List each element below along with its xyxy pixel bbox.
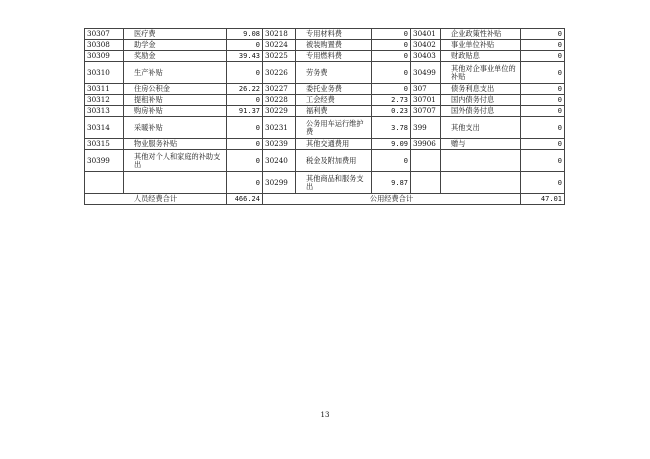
name-cell: 采暖补贴 <box>124 117 227 139</box>
amount-cell: 0 <box>227 62 263 84</box>
table-row <box>85 106 565 117</box>
name-cell: 提租补贴 <box>124 95 227 106</box>
amount-cell: 0 <box>372 84 411 95</box>
amount-cell: 0 <box>372 150 411 172</box>
code-cell: 30229 <box>263 106 296 117</box>
amount-cell: 39.43 <box>227 51 263 62</box>
name-cell <box>441 150 521 172</box>
name-cell: 其他对个人和家庭的补助支出 <box>124 150 227 172</box>
code-cell: 30314 <box>85 117 124 139</box>
table-row <box>85 51 565 62</box>
code-cell <box>85 172 124 194</box>
amount-cell: 0 <box>372 40 411 51</box>
code-cell: 30227 <box>263 84 296 95</box>
amount-cell: 0 <box>521 95 565 106</box>
amount-cell: 0 <box>227 117 263 139</box>
amount-cell: 0.23 <box>372 106 411 117</box>
code-cell <box>411 150 441 172</box>
personnel-total-label: 人员经费合计 <box>85 194 227 205</box>
amount-cell: 9.87 <box>372 172 411 194</box>
code-cell: 30308 <box>85 40 124 51</box>
table-row <box>85 117 565 139</box>
name-cell: 购房补贴 <box>124 106 227 117</box>
name-cell: 物业服务补贴 <box>124 139 227 150</box>
name-cell: 其他交通费用 <box>296 139 372 150</box>
amount-cell: 3.78 <box>372 117 411 139</box>
name-cell: 其他支出 <box>441 117 521 139</box>
amount-cell: 0 <box>521 150 565 172</box>
name-cell: 赠与 <box>441 139 521 150</box>
code-cell: 30401 <box>411 29 441 40</box>
code-cell: 30499 <box>411 62 441 84</box>
code-cell: 30240 <box>263 150 296 172</box>
amount-cell: 0 <box>227 95 263 106</box>
code-cell: 30403 <box>411 51 441 62</box>
name-cell <box>124 172 227 194</box>
table-body <box>85 29 565 194</box>
code-cell: 30315 <box>85 139 124 150</box>
code-cell: 30218 <box>263 29 296 40</box>
amount-cell: 0 <box>372 62 411 84</box>
name-cell: 被装购置费 <box>296 40 372 51</box>
amount-cell: 0 <box>521 106 565 117</box>
name-cell: 事业单位补贴 <box>441 40 521 51</box>
code-cell: 30399 <box>85 150 124 172</box>
amount-cell: 0 <box>372 51 411 62</box>
code-cell: 30225 <box>263 51 296 62</box>
name-cell: 医疗费 <box>124 29 227 40</box>
table-row <box>85 172 565 194</box>
name-cell: 劳务费 <box>296 62 372 84</box>
name-cell: 国外债务付息 <box>441 106 521 117</box>
personnel-total-value: 466.24 <box>227 194 263 205</box>
table-row <box>85 40 565 51</box>
table-row <box>85 62 565 84</box>
code-cell <box>411 172 441 194</box>
amount-cell: 0 <box>227 172 263 194</box>
amount-cell: 0 <box>521 40 565 51</box>
code-cell: 30226 <box>263 62 296 84</box>
name-cell: 企业政策性补贴 <box>441 29 521 40</box>
name-cell: 债务利息支出 <box>441 84 521 95</box>
name-cell: 税金及附加费用 <box>296 150 372 172</box>
code-cell: 39906 <box>411 139 441 150</box>
amount-cell: 0 <box>521 172 565 194</box>
code-cell: 30402 <box>411 40 441 51</box>
amount-cell: 9.09 <box>372 139 411 150</box>
name-cell: 住房公积金 <box>124 84 227 95</box>
name-cell: 财政贴息 <box>441 51 521 62</box>
code-cell: 30228 <box>263 95 296 106</box>
totals-row <box>85 194 565 205</box>
amount-cell: 0 <box>227 40 263 51</box>
amount-cell: 0 <box>521 29 565 40</box>
amount-cell: 26.22 <box>227 84 263 95</box>
amount-cell: 0 <box>521 84 565 95</box>
name-cell: 工会经费 <box>296 95 372 106</box>
name-cell: 助学金 <box>124 40 227 51</box>
code-cell: 307 <box>411 84 441 95</box>
public-total-value: 47.01 <box>521 194 565 205</box>
amount-cell: 91.37 <box>227 106 263 117</box>
amount-cell: 0 <box>227 139 263 150</box>
name-cell: 其他对企事业单位的补贴 <box>441 62 521 84</box>
code-cell: 30707 <box>411 106 441 117</box>
page-number: 13 <box>320 411 330 419</box>
code-cell: 30231 <box>263 117 296 139</box>
code-cell: 30309 <box>85 51 124 62</box>
expenditure-table <box>84 28 565 205</box>
code-cell: 30239 <box>263 139 296 150</box>
amount-cell: 0 <box>521 117 565 139</box>
name-cell: 公务用车运行维护费 <box>296 117 372 139</box>
name-cell <box>441 172 521 194</box>
code-cell: 30307 <box>85 29 124 40</box>
table-row <box>85 95 565 106</box>
amount-cell: 0 <box>521 62 565 84</box>
code-cell: 30224 <box>263 40 296 51</box>
name-cell: 专用燃料费 <box>296 51 372 62</box>
amount-cell: 2.73 <box>372 95 411 106</box>
code-cell: 30312 <box>85 95 124 106</box>
code-cell: 30311 <box>85 84 124 95</box>
name-cell: 专用材料费 <box>296 29 372 40</box>
code-cell: 30310 <box>85 62 124 84</box>
table-row <box>85 84 565 95</box>
code-cell: 399 <box>411 117 441 139</box>
amount-cell: 0 <box>521 139 565 150</box>
name-cell: 委托业务费 <box>296 84 372 95</box>
amount-cell: 0 <box>372 29 411 40</box>
code-cell: 30313 <box>85 106 124 117</box>
code-cell: 30299 <box>263 172 296 194</box>
name-cell: 生产补贴 <box>124 62 227 84</box>
name-cell: 奖励金 <box>124 51 227 62</box>
amount-cell: 9.08 <box>227 29 263 40</box>
name-cell: 其他商品和服务支出 <box>296 172 372 194</box>
name-cell: 国内债务付息 <box>441 95 521 106</box>
table-row <box>85 150 565 172</box>
amount-cell: 0 <box>227 150 263 172</box>
amount-cell: 0 <box>521 51 565 62</box>
public-total-label: 公用经费合计 <box>263 194 521 205</box>
table-row <box>85 139 565 150</box>
code-cell: 30701 <box>411 95 441 106</box>
name-cell: 福利费 <box>296 106 372 117</box>
table-row <box>85 29 565 40</box>
